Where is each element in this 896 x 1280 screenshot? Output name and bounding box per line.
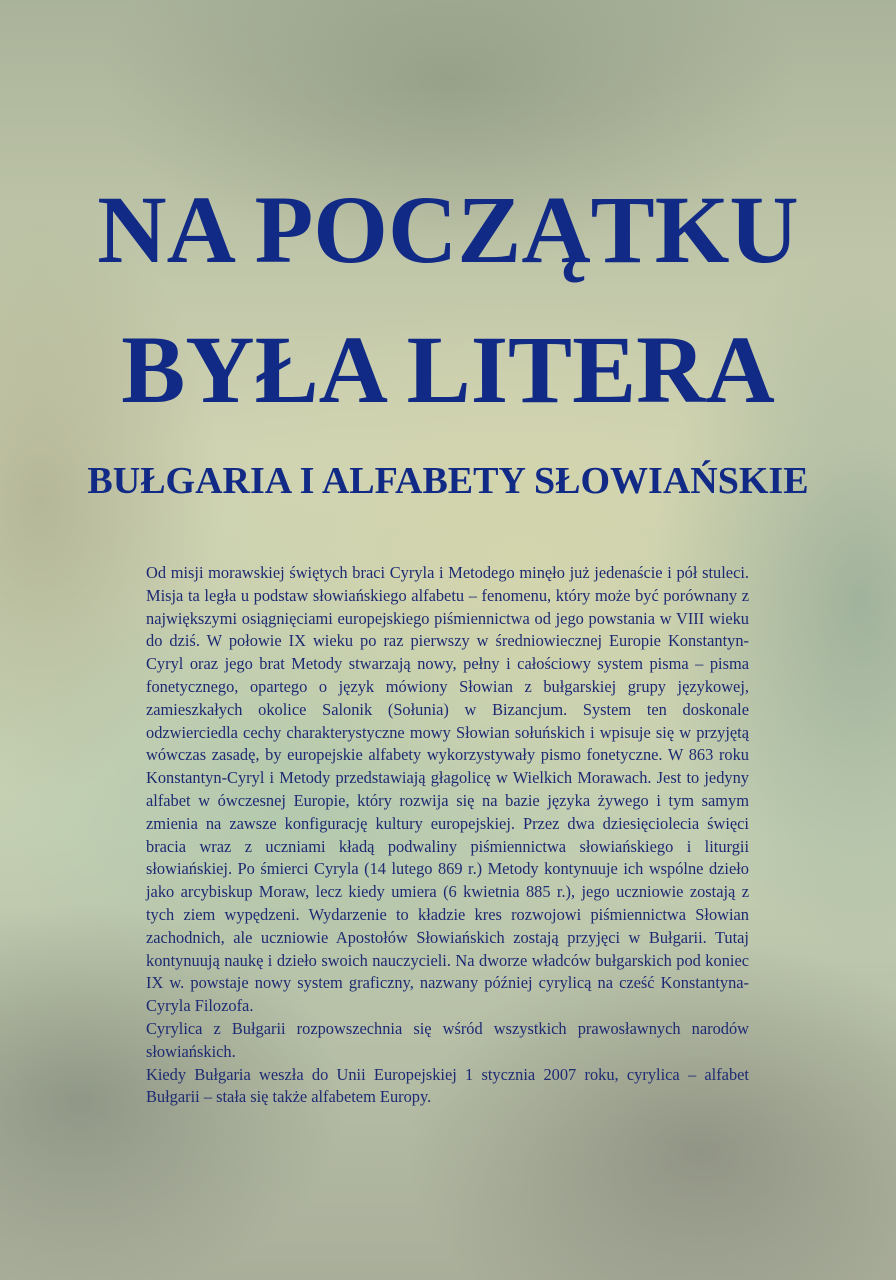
body-text	[146, 562, 749, 1109]
paragraph-history: Od misji morawskiej świętych braci Cyryla i Metodego minęło już jedenaście i pół stuleci. Misja ta legła u podstaw słowiańskiego alfabetu – fenomenu, który może być porównany z największymi osiągnięciami europejskiego piśmiennictwa od jego powstania w VIII wieku do dziś. W połowie IX wieku po raz pierwszy w średniowiecznej Europie Konstantyn-Cyryl oraz jego brat Metody stwarzają nowy, pełny i całościowy system pisma – pisma fonetycznego, opartego o język mówiony Słowian z bułgarskiej grupy językowej, zamieszkałych okolice Salonik (Sołunia) w Bizancjum. System ten doskonale odzwierciedla cechy charakterystyczne mowy Słowian sołuńskich i wpisuje się w przyjętą wówczas zasadę, by europejskie alfabety wykorzystywały pismo fonetyczne. W 863 roku Konstantyn-Cyryl i Metody przedstawiają głagolicę w Wielkich Morawach. Jest to jedyny alfabet w ówczesnej Europie, który rozwija się na bazie języka żywego i tym samym zmienia na zawsze konfigurację kultury europejskiej. Przez dwa dziesięciolecia święci bracia wraz z uczniami kładą podwaliny piśmiennictwa słowiańskiego i liturgii słowiańskiej. Po śmierci Cyryla (14 lutego 869 r.) Metody kontynuuje ich wspólne dzieło jako arcybiskup Moraw, lecz kiedy umiera (6 kwietnia 885 r.), jego uczniowie zostają z tych ziem wypędzeni. Wydarzenie to kładzie kres rozwojowi piśmiennictwa Słowian zachodnich, ale uczniowie Apostołów Słowiańskich zostają przyjęci w Bułgarii. Tutaj kontynuują naukę i dzieło swoich nauczycieli. Na dworze władców bułgarskich pod koniec IX w. powstaje nowy system graficzny, nazwany później cyrylicą na cześć Konstantyna-Cyryla Filozofa.	[146, 563, 749, 1016]
subtitle: BUŁGARIA I ALFABETY SŁOWIAŃSKIE	[87, 460, 809, 502]
title-line-2: BYŁA LITERA	[121, 316, 775, 423]
title-line-1: NA POCZĄTKU	[97, 176, 799, 283]
paragraph-spread: Cyrylica z Bułgarii rozpowszechnia się wśród wszystkich prawosławnych narodów słowiańskich.	[146, 1018, 749, 1061]
paragraph-europe: Kiedy Bułgaria weszła do Unii Europejskiej 1 stycznia 2007 roku, cyrylica – alfabet Bułgarii – stała się także alfabetem Europy.	[146, 1064, 749, 1107]
